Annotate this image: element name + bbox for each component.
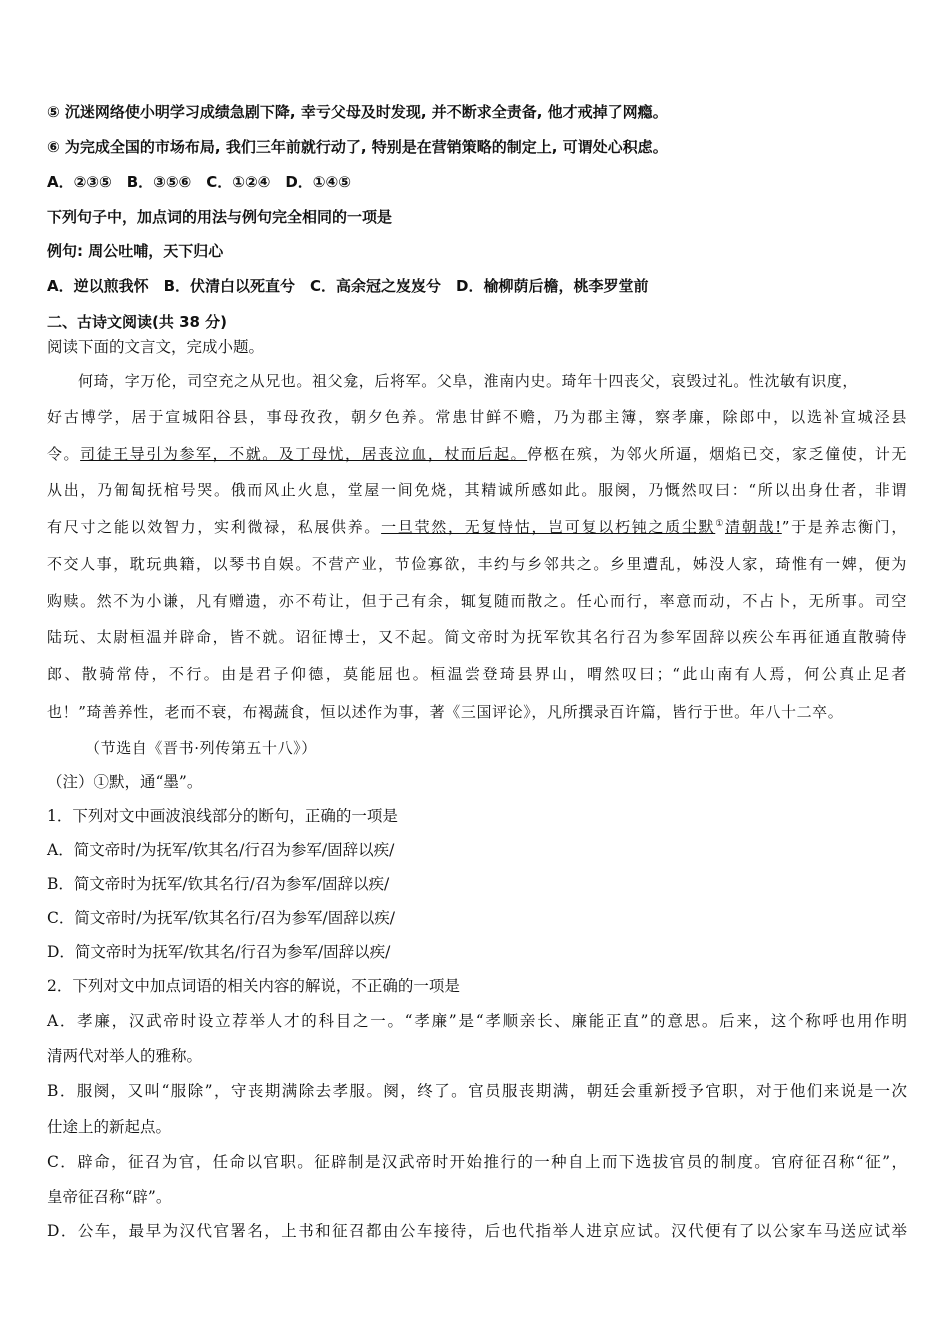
question-2-option-c-cont: 皇帝征召称“辟”。 — [47, 1188, 172, 1206]
question-1-option-d: D．简文帝时为抚军/钦其名/行召为参军/固辞以疾/ — [47, 943, 391, 961]
passage-line: 好古博学，居于宣城阳谷县，事母孜孜，朝夕色养。常患甘鲜不赡，乃为郡主簿，察孝廉，除郎中，以选补宣城泾县 — [47, 408, 907, 426]
section-instruction: 阅读下面的文言文，完成小题。 — [47, 338, 265, 356]
statement-6: ⑥ 为完成全国的市场布局, 我们三年前就行动了, 特别是在营销策略的制定上, 可谓处心积虑。 — [47, 138, 668, 156]
passage-line: 也！”琦善养性，老而不衰，布褐蔬食，恒以述作为事，著《三国评论》，凡所撰录百许篇，皆行于世。年八十二卒。 — [47, 703, 844, 721]
section-heading: 二、古诗文阅读(共 38 分) — [47, 313, 228, 331]
passage-line: 何琦，字万伦，司空充之从兄也。祖父龛，后将军。父阜，淮南内史。琦年十四丧父，哀毁过礼。性沈敏有识度， — [78, 372, 859, 390]
question-2-option-a-cont: 清两代对举人的雅称。 — [47, 1047, 203, 1065]
passage-source: （节选自《晋书·列传第五十八》） — [85, 739, 317, 757]
statement-5: ⑤ 沉迷网络使小明学习成绩急剧下降, 幸亏父母及时发现, 并不断求全责备, 他才戒掉了网瘾。 — [47, 103, 668, 121]
wavy-underlined-text: 司徒王导引为参军，不就。及丁母忧，居丧泣血，杖而后起。 — [80, 445, 528, 463]
answer-choices: A．逆以煎我怀 B．伏清白以死直兮 C．高余冠之岌岌兮 D．榆柳荫后檐，桃李罗堂前 — [47, 277, 649, 295]
example-sentence: 例句: 周公吐哺，天下归心 — [47, 242, 224, 260]
passage-line: 有尺寸之能以效智力，实利微禄，私展供养。一旦茕然，无复恃怙，岂可复以朽钝之质尘默①清朝哉!”于是养志衡门， — [47, 518, 907, 536]
passage-line: 陆玩、太尉桓温并辟命，皆不就。诏征博士，又不起。简文帝时为抚军钦其名行召为参军固辞以疾公车再征通直散骑侍 — [47, 628, 907, 646]
question-2-option-d: D．公车，最早为汉代官署名，上书和征召都由公车接待，后也代指举人进京应试。汉代便有了以公家车马送应试举 — [47, 1222, 907, 1240]
footnote: （注）①默，通“墨”。 — [47, 773, 203, 791]
answer-options: A．②③⑤ B．③⑤⑥ C．①②④ D．①④⑤ — [47, 173, 351, 191]
question-1-option-c: C．简文帝时/为抚军/钦其名行/召为参军/固辞以疾/ — [47, 909, 395, 927]
question-2-option-b-cont: 仕途上的新起点。 — [47, 1118, 172, 1136]
question-stem: 下列句子中，加点词的用法与例句完全相同的一项是 — [47, 208, 393, 226]
question-2-option-b: B．服阕，又叫“服除”，守丧期满除去孝服。阕，终了。官员服丧期满，朝廷会重新授予官职，对于他们来说是一次 — [47, 1082, 907, 1100]
footnote-marker: ① — [715, 519, 726, 529]
passage-line: 令。司徒王导引为参军，不就。及丁母忧，居丧泣血，杖而后起。停柩在殡，为邻火所逼，烟焰已交，家乏僮使，计无 — [47, 445, 908, 463]
question-1-stem: 1．下列对文中画波浪线部分的断句，正确的一项是 — [47, 807, 398, 825]
question-1-option-b: B．简文帝时为抚军/钦其名行/召为参军/固辞以疾/ — [47, 875, 390, 893]
underlined-text: 一旦茕然，无复恃怙，岂可复以朽钝之质尘默 — [381, 518, 716, 536]
underlined-text: 清朝哉! — [725, 518, 782, 536]
question-2-stem: 2．下列对文中加点词语的相关内容的解说，不正确的一项是 — [47, 977, 460, 995]
question-1-option-a: A．简文帝时/为抚军/钦其名/行召为参军/固辞以疾/ — [47, 841, 395, 859]
question-2-option-a: A．孝廉，汉武帝时设立荐举人才的科目之一。“孝廉”是“孝顺亲长、廉能正直”的意思。后来，这个称呼也用作明 — [47, 1012, 907, 1030]
passage-line: 不交人事，耽玩典籍，以琴书自娱。不营产业，节俭寡欲，丰约与乡邻共之。乡里遭乱，姊没人家，琦惟有一婢，便为 — [47, 555, 907, 573]
passage-line: 郎、散骑常侍，不行。由是君子仰德，莫能屈也。桓温尝登琦县界山，喟然叹曰；“此山南有人焉，何公真止足者 — [47, 665, 907, 683]
question-2-option-c: C．辟命，征召为官，任命以官职。征辟制是汉武帝时开始推行的一种自上而下选拔官员的制度。官府征召称“征”， — [47, 1153, 907, 1171]
passage-line: 购赎。然不为小谦，凡有赠遗，亦不苟让，但于己有余，辄复随而散之。任心而行，率意而动，不占卜，无所事。司空 — [47, 592, 907, 610]
passage-line: 从出，乃匍匐抚棺号哭。俄而风止火息，堂屋一间免烧，其精诚所感如此。服阕，乃慨然叹曰：“所以出身仕者，非谓 — [47, 481, 907, 499]
